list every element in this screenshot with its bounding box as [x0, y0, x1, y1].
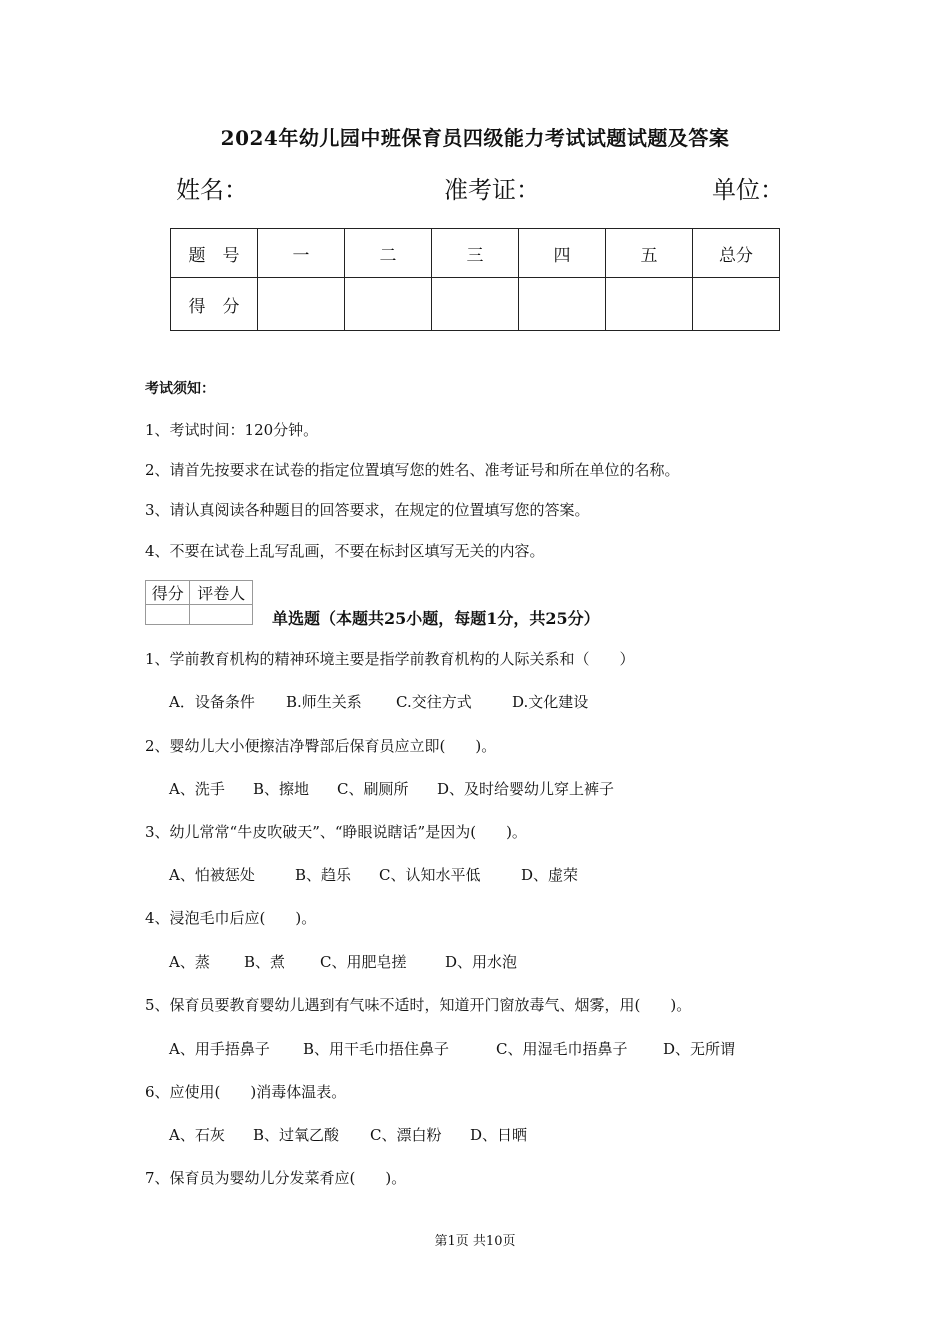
- question-text: 1、学前教育机构的精神环境主要是指学前教育机构的人际关系和（ ）: [145, 650, 635, 668]
- question-text: 3、幼儿常常“牛皮吹破天”、“睁眼说瞎话”是因为( )。: [145, 823, 527, 841]
- score-cell[interactable]: [606, 278, 693, 331]
- score-cell[interactable]: [693, 278, 780, 331]
- section-heading: 单选题（本题共25小题，每题1分，共25分）: [272, 609, 600, 628]
- answer-option[interactable]: D、虚荣: [521, 866, 579, 884]
- grader-score-label: 得分: [146, 581, 190, 605]
- notice-item: 3、请认真阅读各种题目的回答要求，在规定的位置填写您的答案。: [145, 501, 590, 519]
- question-text: 5、保育员要教育婴幼儿遇到有气味不适时，知道开门窗放毒气、烟雾，用( )。: [145, 996, 692, 1014]
- grader-box: [145, 580, 253, 625]
- score-header-cell: 题 号: [171, 229, 258, 278]
- page-title: 2024年幼儿园中班保育员四级能力考试试题试题及答案: [220, 126, 730, 150]
- answer-option[interactable]: C、漂白粉: [370, 1126, 442, 1144]
- name-field-label: 姓名：: [176, 176, 248, 204]
- page-footer: 第1页 共10页: [434, 1234, 516, 1249]
- question-text: 2、婴幼儿大小便擦洁净臀部后保育员应立即( )。: [145, 737, 497, 755]
- score-header-cell: 五: [606, 229, 693, 278]
- answer-option[interactable]: D、及时给婴幼儿穿上裤子: [437, 780, 615, 798]
- notice-item: 2、请首先按要求在试卷的指定位置填写您的姓名、准考证号和所在单位的名称。: [145, 461, 680, 479]
- score-table: [170, 228, 780, 331]
- notice-item: 4、不要在试卷上乱写乱画，不要在标封区填写无关的内容。: [145, 542, 545, 560]
- notice-item: 1、考试时间：120分钟。: [145, 421, 319, 439]
- score-header-cell: 三: [432, 229, 519, 278]
- answer-option[interactable]: B、用干毛巾捂住鼻子: [303, 1040, 450, 1058]
- score-table-header-row: [171, 229, 780, 278]
- grader-name-label: 评卷人: [190, 581, 253, 605]
- answer-option[interactable]: C、用湿毛巾捂鼻子: [496, 1040, 628, 1058]
- score-row-label: 得 分: [171, 278, 258, 331]
- score-cell[interactable]: [432, 278, 519, 331]
- score-header-cell: 一: [258, 229, 345, 278]
- answer-option[interactable]: C、刷厕所: [337, 780, 409, 798]
- score-header-cell: 总分: [693, 229, 780, 278]
- answer-option[interactable]: A．设备条件: [169, 693, 255, 711]
- score-cell[interactable]: [519, 278, 606, 331]
- answer-option[interactable]: C.交往方式: [396, 693, 472, 711]
- score-cell[interactable]: [258, 278, 345, 331]
- score-table-score-row: [171, 278, 780, 331]
- unit-field-label: 单位：: [712, 176, 784, 204]
- score-header-cell: 二: [345, 229, 432, 278]
- question-text: 7、保育员为婴幼儿分发菜肴应( )。: [145, 1169, 407, 1187]
- answer-option[interactable]: A、怕被惩处: [169, 866, 255, 884]
- answer-option[interactable]: C、用肥皂搓: [320, 953, 407, 971]
- grader-name-cell[interactable]: [190, 605, 253, 625]
- grader-score-cell[interactable]: [146, 605, 190, 625]
- answer-option[interactable]: A、洗手: [169, 780, 225, 798]
- answer-option[interactable]: D、用水泡: [445, 953, 518, 971]
- score-header-cell: 四: [519, 229, 606, 278]
- answer-option[interactable]: B、过氧乙酸: [253, 1126, 340, 1144]
- score-cell[interactable]: [345, 278, 432, 331]
- answer-option[interactable]: D.文化建设: [512, 693, 589, 711]
- question-text: 4、浸泡毛巾后应( )。: [145, 909, 317, 927]
- answer-option[interactable]: A、用手捂鼻子: [169, 1040, 270, 1058]
- answer-option[interactable]: B、擦地: [253, 780, 310, 798]
- answer-option[interactable]: D、日晒: [470, 1126, 528, 1144]
- answer-option[interactable]: B、煮: [244, 953, 286, 971]
- answer-option[interactable]: D、无所谓: [663, 1040, 736, 1058]
- answer-option[interactable]: B、趋乐: [295, 866, 352, 884]
- answer-option[interactable]: C、认知水平低: [379, 866, 481, 884]
- answer-option[interactable]: B.师生关系: [286, 693, 362, 711]
- answer-option[interactable]: A、石灰: [169, 1126, 225, 1144]
- question-text: 6、应使用( )消毒体温表。: [145, 1083, 347, 1101]
- exam-number-field-label: 准考证：: [444, 176, 540, 204]
- notice-heading: 考试须知：: [145, 381, 215, 397]
- answer-option[interactable]: A、蒸: [169, 953, 210, 971]
